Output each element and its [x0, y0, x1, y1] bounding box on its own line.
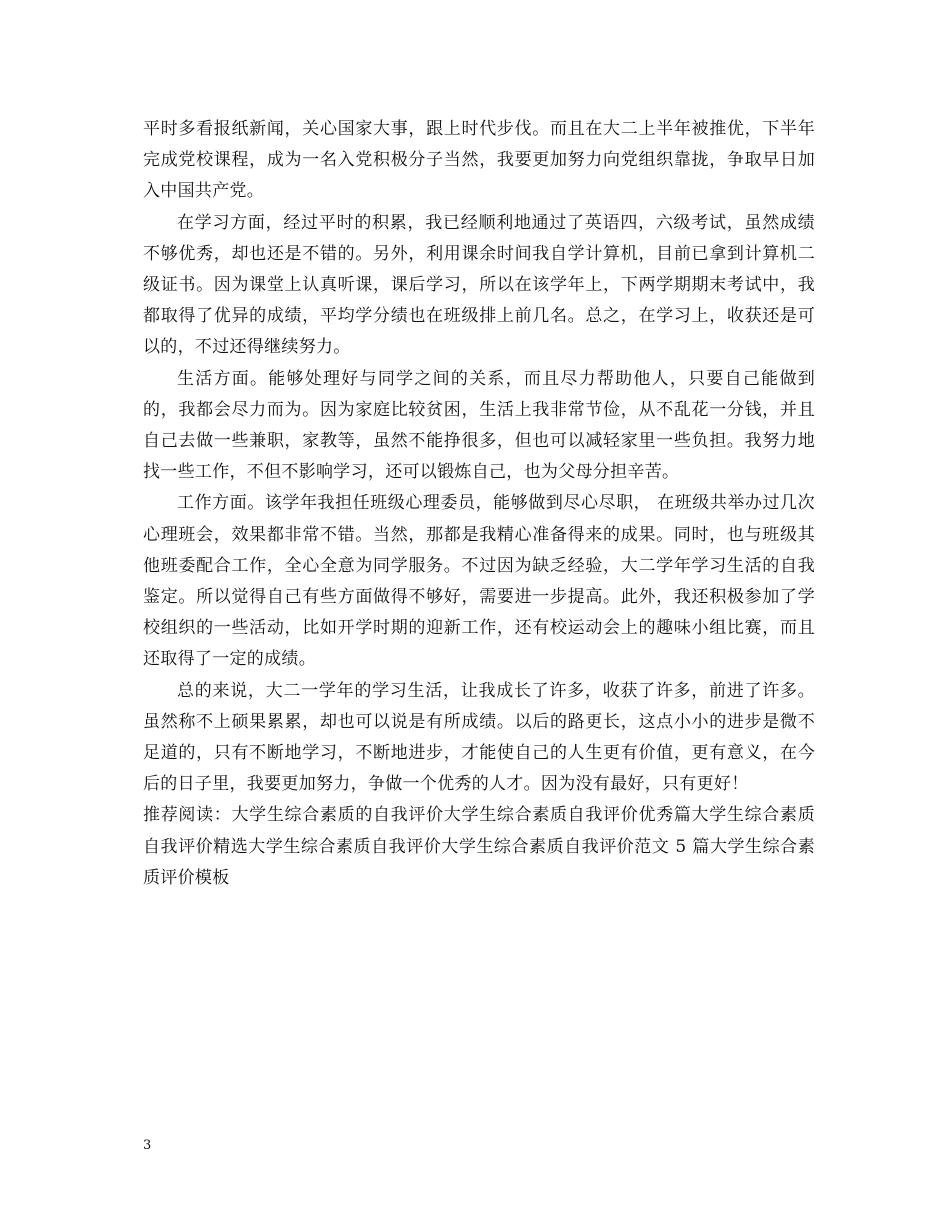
paragraph-work: 工作方面。该学年我担任班级心理委员，能够做到尽心尽职， 在班级共举办过几次心理班会，效果都非常不错。当然，那都是我精心准备得来的成果。同时，也与班级其他班委配合工作，全心全意为同学服务。不过因为缺乏经验，大二学年学习生活的自我鉴定。所以觉得自己有些方面做得不够好，需要进一步提高。此外，我还积极参加了学校组织的一些活动，比如开学时期的迎新工作，还有校运动会上的趣味小组比赛，而且还取得了一定的成绩。 — [143, 493, 815, 670]
page-number: 3 — [143, 1138, 152, 1153]
paragraph-summary: 总的来说，大二一学年的学习生活，让我成长了许多，收获了许多，前进了许多。虽然称不上硕果累累，却也可以说是有所成绩。以后的路更长，这点小小的进步是微不足道的，只有不断地学习，不断地进步，才能使自己的人生更有价值，更有意义，在今后的日子里，我要更加努力，争做一个优秀的人才。因为没有最好，只有更好！ — [143, 680, 815, 795]
document-body — [143, 114, 815, 894]
paragraph-life: 生活方面。能够处理好与同学之间的关系，而且尽力帮助他人，只要自己能做到的，我都会尽力而为。因为家庭比较贫困，生活上我非常节俭，从不乱花一分钱，并且自己去做一些兼职，家教等，虽然不能挣很多，但也可以减轻家里一些负担。我努力地找一些工作，不但不影响学习，还可以锻炼自己，也为父母分担辛苦。 — [143, 368, 815, 483]
paragraph-intro: 平时多看报纸新闻，关心国家大事，跟上时代步伐。而且在大二上半年被推优，下半年完成党校课程，成为一名入党积极分子当然，我要更加努力向党组织靠拢，争取早日加入中国共产党。 — [143, 119, 815, 202]
recommended-reading-link[interactable]: 推荐阅读：大学生综合素质的自我评价大学生综合素质自我评价优秀篇大学生综合素质自我评价精选大学生综合素质自我评价大学生综合素质自我评价范文 5 篇大学生综合素质评价模板 — [143, 805, 815, 888]
paragraph-study: 在学习方面，经过平时的积累，我已经顺利地通过了英语四，六级考试，虽然成绩不够优秀，却也还是不错的。另外，利用课余时间我自学计算机，目前已拿到计算机二级证书。因为课堂上认真听课，课后学习，所以在该学年上，下两学期期末考试中，我都取得了优异的成绩，平均学分绩也在班级排上前几名。总之，在学习上，收获还是可以的，不过还得继续努力。 — [143, 212, 815, 358]
